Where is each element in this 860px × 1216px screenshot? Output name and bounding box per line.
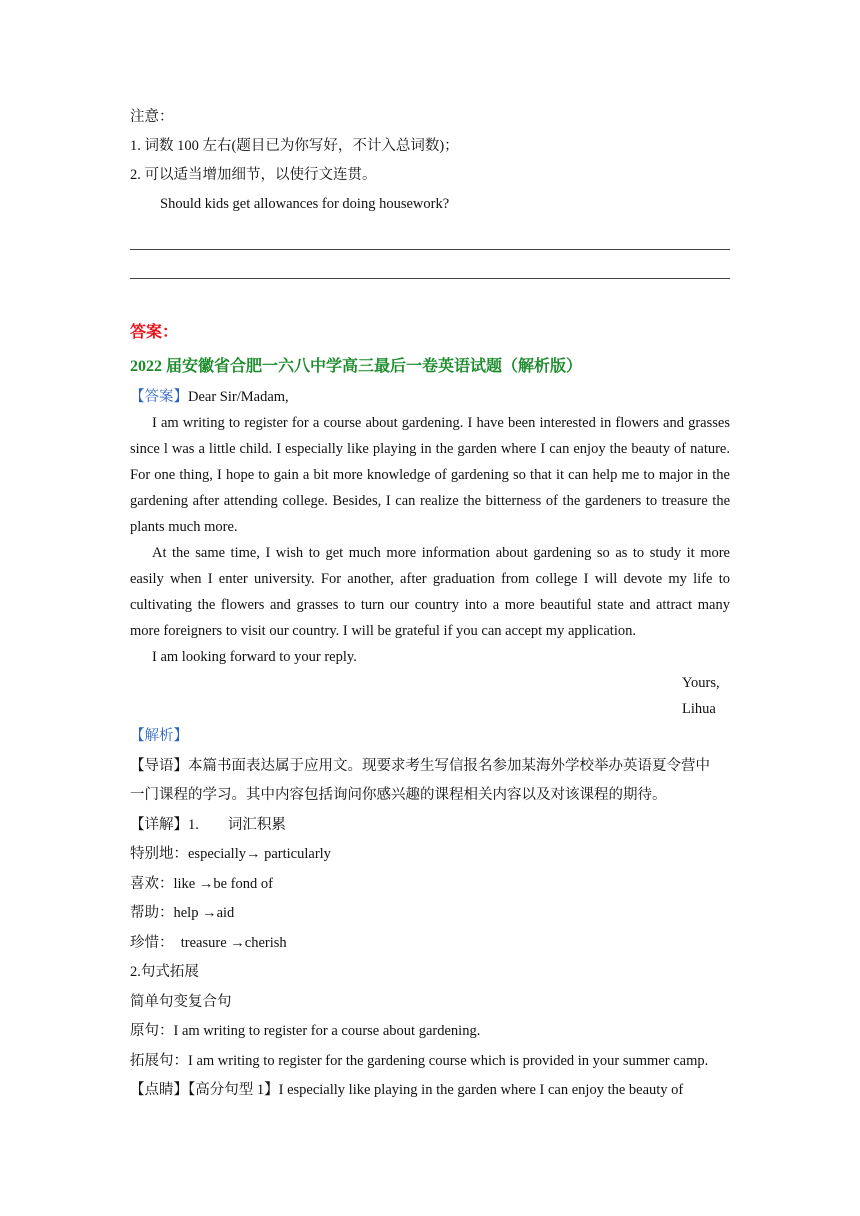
detail-heading: 【详解】1. 词汇积累 xyxy=(130,816,286,833)
letter-closing: I am looking forward to your reply. xyxy=(152,649,357,665)
original-sentence: 原句：I am writing to register for a course about gardening. xyxy=(130,1023,481,1039)
signature-yours: Yours, xyxy=(682,675,720,691)
section-2-subheading: 简单句变复合句 xyxy=(130,993,232,1010)
analysis-tag: 【解析】 xyxy=(130,728,188,744)
guide-line-1: 【导语】本篇书面表达属于应用文。现要求考生写信报名参加某海外学校举办英语夏令营中 xyxy=(130,757,710,774)
point-tag: 【点睛】 xyxy=(130,1082,188,1098)
signature-name: Lihua xyxy=(682,701,716,717)
detail-tag: 【详解】 xyxy=(130,816,188,833)
point-line: 【点睛】【高分句型 1】I especially like playing in the garden where I can enjoy the beauty of xyxy=(130,1082,684,1098)
vocab-item: 喜欢：like →be fond of xyxy=(130,875,273,892)
expanded-sentence: 拓展句：I am writing to register for the gardening course which is provided in your summer camp. xyxy=(130,1052,709,1069)
notes-heading: 注意： xyxy=(130,109,174,125)
guide-line-2: 一门课程的学习。其中内容包括询问你感兴趣的课程相关内容以及对该课程的期待。 xyxy=(130,787,667,803)
answer-tag: 【答案】 xyxy=(130,389,188,405)
notes-item-1: 1. 词数 100 左右(题目已为你写好，不计入总词数)； xyxy=(130,138,459,154)
letter-paragraph-2: At the same time, I wish to get much more information about gardening so as to study it more easily when I enter university. For another, after graduation from college I will devote my life to cultivating the flowers and grasses to turn our country into a more beautiful state and attract many more foreigners to visit our country. I will be grateful if you can accept my application. xyxy=(130,545,730,639)
vocab-item: 珍惜： treasure →cherish xyxy=(130,934,287,951)
notes-item-2: 2. 可以适当增加细节，以使行文连贯。 xyxy=(130,167,377,183)
exam-title: 2022 届安徽省合肥一六八中学高三最后一卷英语试题（解析版） xyxy=(130,358,583,375)
writing-prompt: Should kids get allowances for doing housework? xyxy=(160,196,450,212)
section-2-heading: 2.句式拓展 xyxy=(130,964,199,980)
vocab-item: 帮助：help →aid xyxy=(130,905,235,921)
letter-paragraph-1: I am writing to register for a course about gardening. I have been interested in flowers and grasses since l was a little child. I especially like playing in the garden where I can enjoy the beauty of nature. For one thing, I hope to gain a bit more knowledge of gardening so that it can help me to major in the gardening after attending college. Besides, I can realize the bitterness of the gardeners to treasure the plants much more. xyxy=(130,415,730,535)
document-content xyxy=(130,103,730,1106)
vocab-item: 特别地：especially→ particularly xyxy=(130,846,331,862)
answer-heading: 答案： xyxy=(130,324,179,341)
greeting: Dear Sir/Madam, xyxy=(188,389,289,405)
guide-tag: 【导语】 xyxy=(130,757,188,774)
answer-greeting-line xyxy=(130,384,730,410)
